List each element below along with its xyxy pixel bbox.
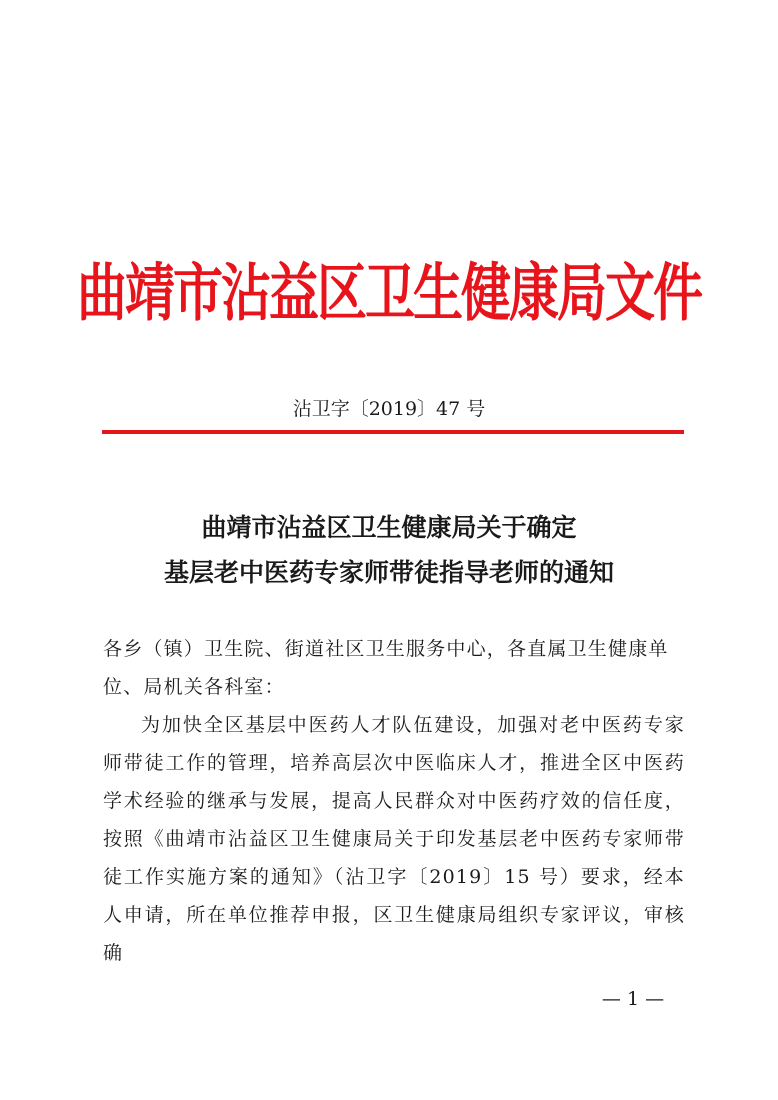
body-paragraph: 为加快全区基层中医药人才队伍建设，加强对老中医药专家师带徒工作的管理，培养高层次中医临床人才，推进全区中医药学术经验的继承与发展，提高人民群众对中医药疗效的信任度，按照《曲靖市沾益区卫生健康局关于印发基层老中医药专家师带徒工作实施方案的通知》（沾卫字〔2019〕15 号）要求，经本人申请，所在单位推荐申报，区卫生健康局组织专家评议，审核确 [103, 714, 685, 964]
notice-title-line-2: 基层老中医药专家师带徒指导老师的通知 [163, 558, 614, 587]
page-number: — 1 — [601, 988, 665, 1010]
issuer-header-title: 曲靖市沾益区卫生健康局文件 [77, 255, 701, 330]
red-divider-line [102, 430, 684, 434]
document-number: 沾卫字〔2019〕47 号 [292, 398, 486, 420]
salutation: 各乡（镇）卫生院、街道社区卫生服务中心，各直属卫生健康单位、局机关各科室： [103, 638, 669, 698]
notice-title-line-1: 曲靖市沾益区卫生健康局关于确定 [201, 513, 577, 542]
